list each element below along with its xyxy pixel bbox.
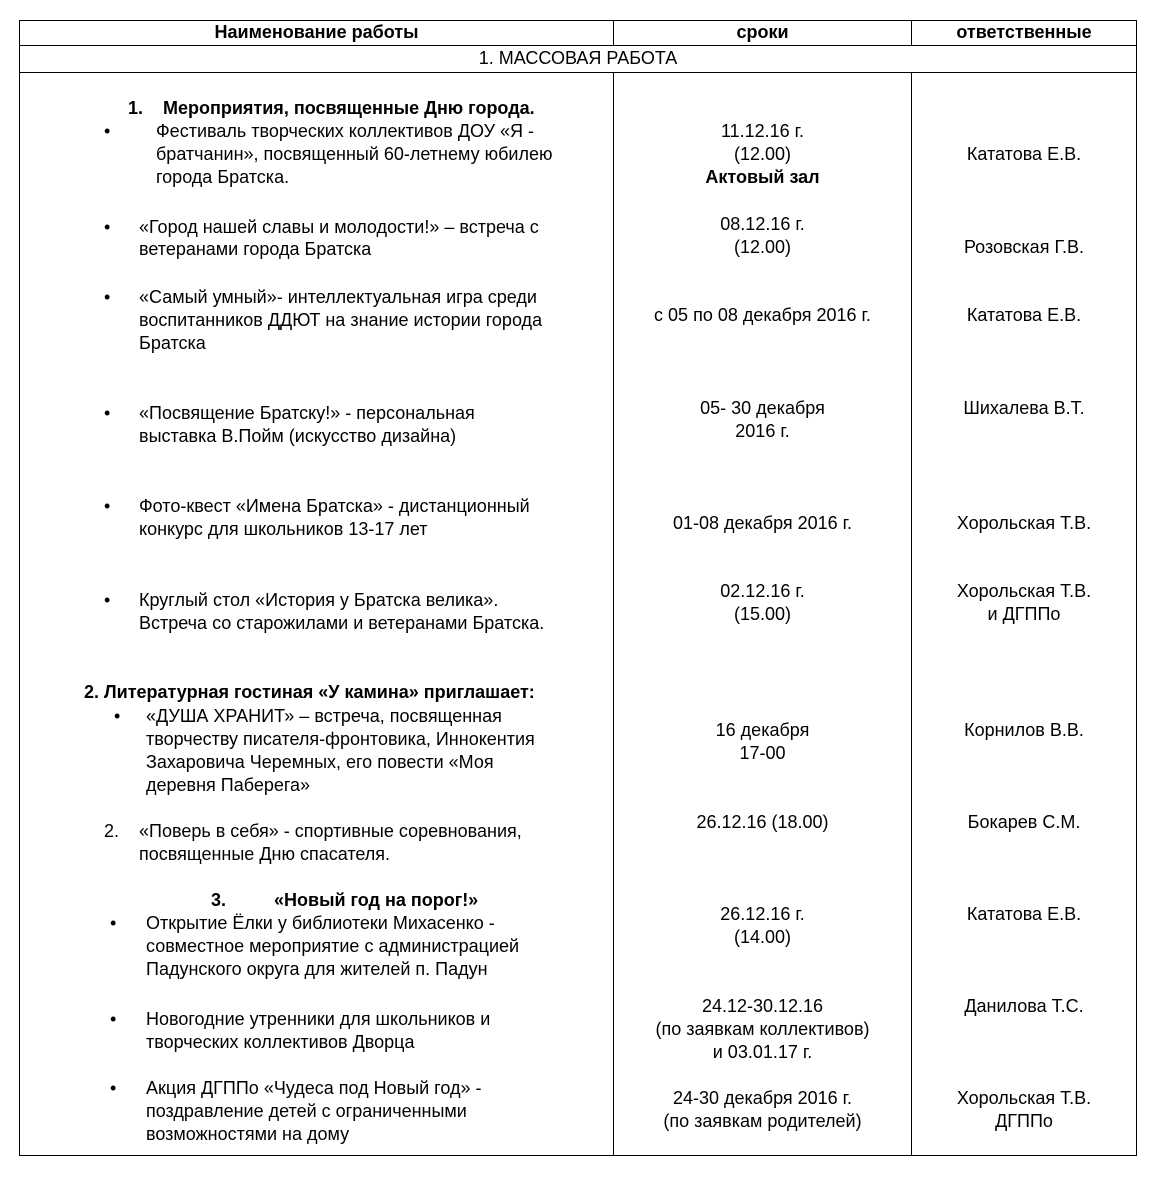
item-date: и 03.01.17 г. <box>712 1042 813 1062</box>
item-responsible: Розовская Г.В. <box>963 237 1085 257</box>
item-date: (15.00) <box>733 604 792 624</box>
item-date: 17-00 <box>739 743 786 763</box>
item-responsible: и ДГППо <box>987 604 1061 624</box>
item-date: (по заявкам родителей) <box>663 1111 862 1131</box>
item-responsible: Шихалева В.Т. <box>963 398 1085 418</box>
item-location: Актовый зал <box>705 167 820 187</box>
item-line: «Посвящение Братску!» - персональная <box>139 403 475 423</box>
item-line: «Поверь в себя» - спортивные соревнования, <box>139 821 522 841</box>
item-line: Фото-квест «Имена Братска» - дистанционный <box>139 496 530 516</box>
item-date: 26.12.16 г. <box>720 904 805 924</box>
item-line: «Город нашей славы и молодости!» – встреча с <box>139 217 539 237</box>
item-responsible: ДГППо <box>995 1111 1053 1131</box>
item-line: Падунского округа для жителей п. Падун <box>146 959 488 979</box>
item-responsible: Кататова Е.В. <box>966 305 1082 325</box>
item-responsible: Хорольская Т.В. <box>956 581 1092 601</box>
item-date: с 05 по 08 декабря 2016 г. <box>654 305 871 325</box>
bullet: • <box>104 121 111 141</box>
section-divider <box>19 72 1137 73</box>
bullet: • <box>110 913 117 933</box>
bullet: • <box>104 590 111 610</box>
item-date: (по заявкам коллективов) <box>655 1019 870 1039</box>
item-line: Открытие Ёлки у библиотеки Михасенко - <box>146 913 495 933</box>
item-line: ветеранами города Братска <box>139 239 372 259</box>
item-responsible: Корнилов В.В. <box>964 720 1084 740</box>
item-date: 24-30 декабря 2016 г. <box>672 1088 853 1108</box>
item-line: Новогодние утренники для школьников и <box>146 1009 491 1029</box>
item-line: поздравление детей с ограниченными <box>146 1101 467 1121</box>
bullet: • <box>114 706 121 726</box>
group3-title: «Новый год на порог!» <box>274 890 479 910</box>
item-date: 08.12.16 г. <box>720 214 805 234</box>
bullet: • <box>104 217 111 237</box>
item-date: (12.00) <box>733 237 792 257</box>
item-line: воспитанников ДДЮТ на знание истории города <box>139 310 543 330</box>
item-line: творчеству писателя-фронтовика, Иннокентия <box>146 729 535 749</box>
group3-number: 3. <box>211 890 227 910</box>
item-line: конкурс для школьников 13-17 лет <box>139 519 428 539</box>
item-date: 02.12.16 г. <box>720 581 805 601</box>
item-responsible: Бокарев С.М. <box>967 812 1081 832</box>
item-date: 26.12.16 (18.00) <box>696 812 829 832</box>
item-line: «Самый умный»- интеллектуальная игра среди <box>139 287 537 307</box>
item-line: Акция ДГППо «Чудеса под Новый год» - <box>146 1078 482 1098</box>
item-line: Фестиваль творческих коллективов ДОУ «Я - <box>156 121 535 141</box>
item-line: Круглый стол «История у Братска велика». <box>139 590 499 610</box>
section-title: 1. МАССОВАЯ РАБОТА <box>478 48 678 68</box>
item-line: деревня Паберега» <box>146 775 311 795</box>
item-line: выставка В.Пойм (искусство дизайна) <box>139 426 457 446</box>
item-line: Братска <box>139 333 206 353</box>
item-number: 2. <box>104 821 120 841</box>
item-responsible: Хорольская Т.В. <box>956 513 1092 533</box>
item-line: совместное мероприятие с администрацией <box>146 936 520 956</box>
item-responsible: Кататова Е.В. <box>966 144 1082 164</box>
item-date: 2016 г. <box>735 421 790 441</box>
item-date: 16 декабря <box>715 720 810 740</box>
bullet: • <box>104 403 111 423</box>
item-responsible: Данилова Т.С. <box>964 996 1084 1016</box>
bullet: • <box>104 287 111 307</box>
item-responsible: Кататова Е.В. <box>966 904 1082 924</box>
header-col-dates: сроки <box>736 22 789 42</box>
item-date: (14.00) <box>733 927 792 947</box>
bullet: • <box>110 1009 117 1029</box>
bullet: • <box>104 496 111 516</box>
item-line: «ДУША ХРАНИТ» – встреча, посвященная <box>146 706 502 726</box>
group1-number: 1. <box>128 98 144 118</box>
item-line: посвященные Дню спасателя. <box>139 844 391 864</box>
item-line: творческих коллективов Дворца <box>146 1032 415 1052</box>
item-line: Встреча со старожилами и ветеранами Братска. <box>139 613 545 633</box>
item-date: 05- 30 декабря <box>700 398 825 418</box>
item-line: возможностями на дому <box>146 1124 350 1144</box>
group1-title: Мероприятия, посвященные Дню города. <box>163 98 535 118</box>
item-date: 24.12-30.12.16 <box>701 996 824 1016</box>
item-responsible: Хорольская Т.В. <box>956 1088 1092 1108</box>
header-col-name: Наименование работы <box>214 22 419 42</box>
item-date: (12.00) <box>733 144 792 164</box>
header-col-resp: ответственные <box>956 22 1092 42</box>
item-line: Захаровича Черемных, его повести «Моя <box>146 752 494 772</box>
bullet: • <box>110 1078 117 1098</box>
item-date: 01-08 декабря 2016 г. <box>672 513 853 533</box>
group2-title: 2. Литературная гостиная «У камина» приглашает: <box>84 682 535 702</box>
item-line: города Братска. <box>156 167 290 187</box>
item-date: 11.12.16 г. <box>720 121 805 141</box>
item-line: братчанин», посвященный 60-летнему юбилею <box>156 144 553 164</box>
